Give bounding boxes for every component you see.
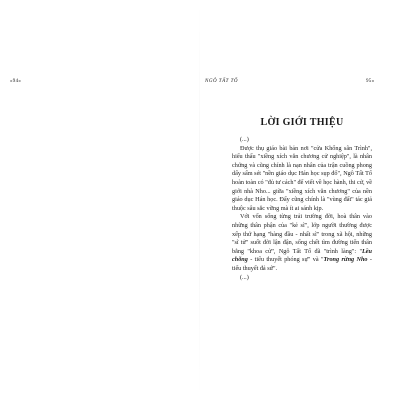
paragraph-works-end: - tiểu thuyết đả sứ".	[232, 256, 372, 272]
book-title-leu-chong: Lều chõng	[232, 247, 372, 264]
chapter-title: LỜI GIỚI THIỆU	[260, 117, 344, 128]
running-head: NGÔ TẤT TỐ	[205, 79, 238, 84]
paragraph-ellipsis-top: (...)	[240, 136, 249, 143]
book-title-trong-rung-nho: Trong rừng Nho	[323, 256, 368, 264]
paragraph-works	[232, 213, 372, 273]
paragraph-works-start: Với vốn sống từng trải trường đời, hoà thân vào những thân phận của "kẻ sĩ", lớp người thường được xếp thứ hạng "hàng đầu - nhất sĩ" trong xã hội, những "sĩ tử" suốt đời lận đận, sống chết tìm đường tiến thân bằng "khoa cử", Ngô Tất Tố đã "trình làng": "	[232, 213, 372, 255]
paragraph-works-mid: - tiểu thuyết phóng sự" và "	[247, 256, 324, 264]
book-spine	[199, 0, 200, 400]
left-page-number: «94»	[10, 79, 22, 84]
paragraph-intro: Được thụ giáo bài bản nơi "cửa Khổng sân Trình", hiểu thấu "xiềng xích văn chương cử nghiệp", là nhân chứng và cũng chính là nạn nhân của trận cuồng phong dấy sấm sét "nền giáo dục Hán học sụp đổ", Ngô Tất Tố hoàn toàn có "đủ tư cách" để viết về học hành, thi cử, về giới nhà Nho... giữa "xiềng xích văn chương" của nền giáo dục Hán học. Đấy cũng chính là "vùng đất" tác giả thuộc sâu sắc vững mà ít ai sánh kịp.	[232, 144, 372, 212]
paragraph-ellipsis-bottom: (...)	[240, 273, 249, 281]
right-page-number: 95»	[366, 79, 375, 84]
body-text	[232, 136, 372, 282]
